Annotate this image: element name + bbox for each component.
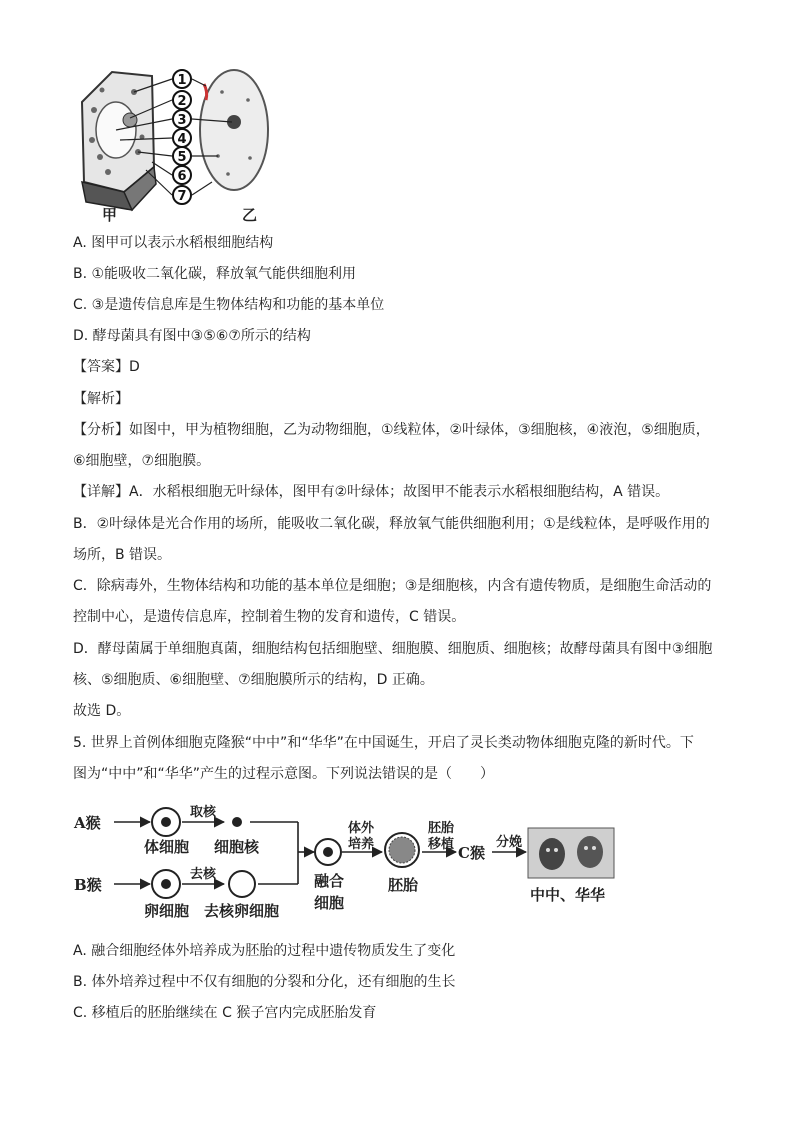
enucleated-egg-icon [229,871,255,897]
egg-cell-icon [152,870,180,898]
marker-7: 7 [177,189,187,204]
culture-label-1: 体外 [348,821,375,836]
q4-option-c: C. ③是遗传信息库是生物体结构和功能的基本单位 [73,297,385,313]
marker-1: 1 [177,73,187,88]
q4-xiangjie-d-1: D．酵母菌属于单细胞真菌，细胞结构包括细胞壁、细胞膜、细胞质、细胞核；故酵母菌具有图中③细胞 [73,641,713,657]
animal-cell-diagram [200,70,268,190]
fused-cell-icon [315,839,341,865]
egg-cell-label: 卵细胞 [144,902,190,920]
q4-xiangjie-b-1: B．②叶绿体是光合作用的场所，能吸收二氧化碳，释放氧气能供细胞利用；①是线粒体，是呼吸作用的 [73,516,710,532]
q4-xiangjie-c-2: 控制中心，是遗传信息库，控制着生物的发育和遗传，C 错误。 [73,609,466,625]
q4-xiangjie-d-2: 核、⑤细胞质、⑥细胞壁、⑦细胞膜所示的结构，D 正确。 [73,672,434,688]
culture-label-2: 培养 [348,837,375,852]
q4-xiangjie-a: 【详解】A．水稻根细胞无叶绿体，图甲有②叶绿体；故图甲不能表示水稻根细胞结构，A 错误。 [73,484,670,500]
q4-option-a: A. 图甲可以表示水稻根细胞结构 [73,235,274,251]
offspring-photo [528,828,614,878]
offspring-label: 中中、华华 [530,886,606,904]
birth-label: 分娩 [496,835,523,850]
plant-cell-diagram [82,72,156,210]
q4-option-b: B. ①能吸收二氧化碳，释放氧气能供细胞利用 [73,266,357,282]
marker-5: 5 [177,150,187,165]
extract-nucleus-label: 取核 [190,805,217,820]
fused-cell-label-2: 细胞 [314,894,345,912]
figure-label-jia: 甲 [102,206,118,224]
marker-6: 6 [177,169,187,184]
nucleus-icon [232,817,242,827]
q4-xiangjie-c-1: C．除病毒外，生物体结构和功能的基本单位是细胞；③是细胞核，内含有遗传物质，是细胞生命活动的 [73,578,712,594]
q5-option-c: C. 移植后的胚胎继续在 C 猴子宫内完成胚胎发育 [73,1005,377,1021]
nucleus-label: 细胞核 [214,838,260,856]
embryo-label: 胚胎 [388,876,419,894]
monkey-b-label: B猴 [74,876,102,894]
embryo-icon [385,833,419,867]
figure-label-yi: 乙 [242,206,258,224]
marker-3: 3 [177,113,187,128]
monkey-a-label: A猴 [74,814,101,832]
q5-option-a: A. 融合细胞经体外培养成为胚胎的过程中遗传物质发生了变化 [73,943,456,959]
q4-xiangjie-b-2: 场所，B 错误。 [73,547,172,563]
cloning-process-diagram [72,792,632,922]
fused-cell-label-1: 融合 [314,872,345,890]
transfer-label-1: 胚胎 [428,821,455,836]
q5-stem-line-1: 5. 世界上首例体细胞克隆猴“中中”和“华华”在中国诞生，开启了灵长类动物体细胞克隆的新时代。下 [73,735,694,751]
q4-analysis-heading: 【解析】 [73,391,129,407]
marker-4: 4 [177,132,187,147]
q4-fenxi-line-1: 【分析】如图中，甲为植物细胞，乙为动物细胞，①线粒体，②叶绿体，③细胞核，④液泡，⑤细胞质， [73,422,710,438]
q4-fenxi-line-2: ⑥细胞壁，⑦细胞膜。 [73,453,211,469]
monkey-c-label: C猴 [458,844,485,862]
cell-structure-figure [72,62,272,224]
marker-2: 2 [177,94,187,109]
q4-conclusion: 故选 D。 [73,703,131,719]
transfer-label-2: 移植 [428,837,455,852]
somatic-cell-icon [152,808,180,836]
enucleate-label: 去核 [190,867,217,882]
somatic-cell-label: 体细胞 [144,838,190,856]
q5-stem-line-2: 图为“中中”和“华华”产生的过程示意图。下列说法错误的是（ ） [73,766,495,782]
enucleated-egg-label: 去核卵细胞 [204,902,280,920]
q5-option-b: B. 体外培养过程中不仅有细胞的分裂和分化，还有细胞的生长 [73,974,456,990]
q4-answer: 【答案】D [73,359,140,375]
q4-option-d: D. 酵母菌具有图中③⑤⑥⑦所示的结构 [73,328,311,344]
